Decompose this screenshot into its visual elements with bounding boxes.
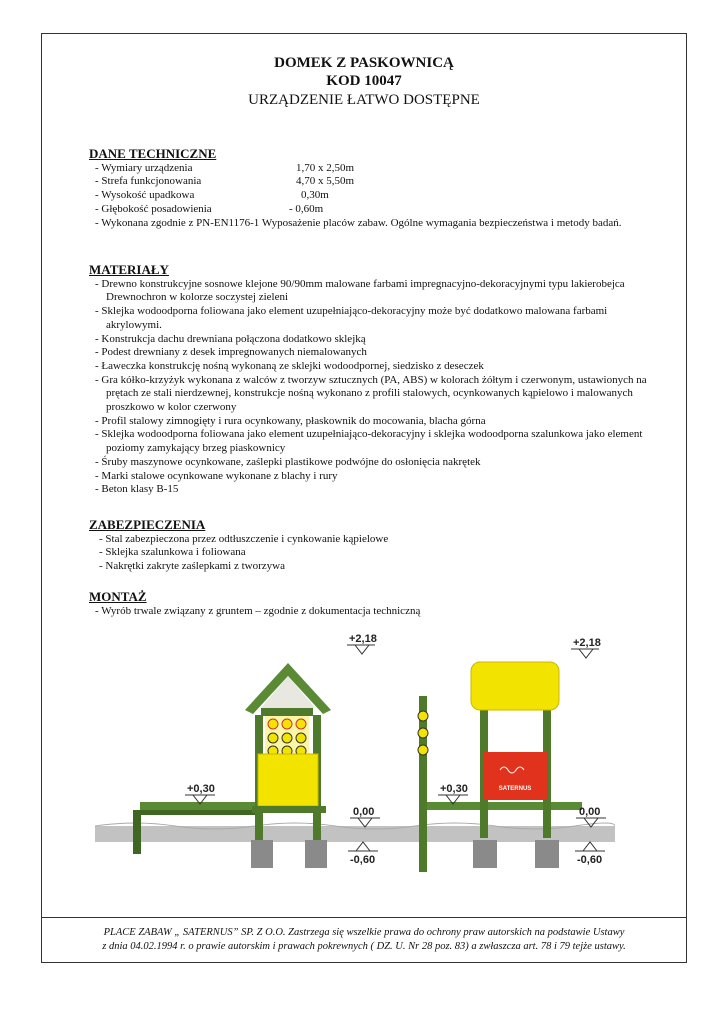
bench-seat [140,802,255,810]
page-title: DOMEK Z PASKOWNICĄ [274,55,454,71]
level-marker [185,783,215,804]
tech-value: 4,70 x 5,50m [296,175,355,188]
materials-heading: MATERIAŁY [89,262,169,277]
list-item: - Podest drewniany z desek impregnowanych niemalowanych [95,346,367,359]
level-marker [347,633,377,654]
bench-leg [133,810,141,854]
copyright-footer [45,926,683,954]
concrete-footing [305,840,327,868]
tech-label: - Strefa funkcjonowania [95,175,202,188]
list-item: - Marki stalowe ocynkowane wykonane z blachy i rury [95,469,338,482]
svg-text:-0,60: -0,60 [577,854,603,866]
svg-text:+0,30: +0,30 [440,783,468,795]
tech-label: - Wymiary urządzenia [95,161,193,174]
tech-value: 0,30m [301,189,329,202]
tech-row [89,203,649,217]
list-item: - Śruby maszynowe ocynkowane, zaślepki plastikowe podwójne do osłonięcia nakrętek [95,455,481,468]
svg-text:+0,30: +0,30 [187,783,215,795]
tech-row [89,175,649,189]
list-item: - Sklejka wodoodporna foliowana jako element uzupełniająco-dekoracyjny i sklejka wodoodporna szalunkowa jako element poziomy zamykający brzeg piaskownicy [95,428,643,455]
svg-text:0,00: 0,00 [579,806,601,818]
tech-row [89,189,649,203]
game-post [419,696,427,872]
footer-line-2: z dnia 04.02.1994 r. o prawie autorskim i prawach pokrewnych ( DZ. U. Nr 28 poz. 83) a zwłaszcza art. 78 i 79 tejże ustawy. [102,941,626,952]
materials-section [89,263,649,497]
technical-drawing [95,630,615,890]
list-item: - Ławeczka konstrukcję nośną wykonaną ze sklejki wodoodpornej, siedzisko z deseczek [95,359,484,372]
assembly-heading: MONTAŻ [89,589,147,604]
level-marker [350,806,380,827]
yellow-roof [471,662,559,710]
tech-value: 1,70 x 2,50m [296,161,355,174]
list-item: - Nakrętki zakryte zaślepkami z tworzywa [99,560,285,573]
level-marker [571,637,601,658]
product-code: KOD 10047 [326,73,402,89]
list-item: - Gra kółko-krzyżyk wykonana z walców z tworzyw sztucznych (PA, ABS) w kolorach żółtym i czerwonym, ustawionych na prętach ze stali nierdzewnej, konstrukcje nośną wykonano z profili stalowych, ocynkowanych kąpielowo i malowanych proszkowo w kolor czerwony [95,373,647,414]
list-item: - Profil stalowy zimnogięty i rura ocynkowany, płaskownik do mocowania, blacha górna [95,414,486,427]
tech-heading: DANE TECHNICZNE [89,146,217,161]
level-marker [348,842,378,866]
tic-tac-toe-game [265,716,309,756]
deck [427,802,582,810]
tech-section [89,147,649,230]
tech-note: - Wykonana zgodnie z PN-EN1176-1 Wyposażenie placów zabaw. Ogólne wymagania bezpieczeństwa i metody badań. [95,216,622,229]
level-marker [575,842,605,866]
red-sign-panel [483,752,548,800]
list-item: - Konstrukcja dachu drewniana połączona dodatkowo sklejką [95,332,366,345]
tech-value: - 0,60m [289,202,324,215]
list-item: - Beton klasy B-15 [95,483,179,496]
assembly-section [89,590,649,618]
level-marker [438,783,468,804]
concrete-footing [473,840,497,868]
svg-text:+2,18: +2,18 [573,637,601,649]
list-item: - Wyrób trwale związany z gruntem – zgodnie z dokumentacja techniczną [95,604,421,617]
concrete-footing [251,840,273,868]
tech-row [89,162,649,176]
svg-text:0,00: 0,00 [353,806,375,818]
list-item: - Drewno konstrukcyjne sosnowe klejone 90/90mm malowane farbami impregnacyjno-dekoracyjnymi typu lakierobejca Drewnochron w kolorze soczystej zieleni [95,277,625,304]
footer-divider [41,917,687,918]
tech-label: - Głębokość posadowienia [95,202,212,215]
page-subtitle: URZĄDZENIE ŁATWO DOSTĘPNE [248,92,480,108]
yellow-panel [258,754,318,806]
brand-label: SATERNUS [498,786,532,792]
tech-label: - Wysokość upadkowa [95,189,195,202]
security-heading: ZABEZPIECZENIA [89,517,206,532]
svg-text:-0,60: -0,60 [350,854,376,866]
security-section [89,518,649,574]
list-item: - Sklejka szalunkowa i foliowana [99,546,246,559]
svg-text:+2,18: +2,18 [349,633,377,645]
concrete-footing [535,840,559,868]
list-item: - Stal zabezpieczona przez odtłuszczenie i cynkowanie kąpielowe [99,532,389,545]
footer-line-1: PLACE ZABAW „ SATERNUS” SP. Z O.O. Zastrzega się wszelkie prawa do ochrony praw autorskich na podstawie Ustawy [103,927,625,938]
list-item: - Sklejka wodoodporna foliowana jako element uzupełniająco-dekoracyjny może być dodatkowo malowana farbami akrylowymi. [95,305,608,331]
